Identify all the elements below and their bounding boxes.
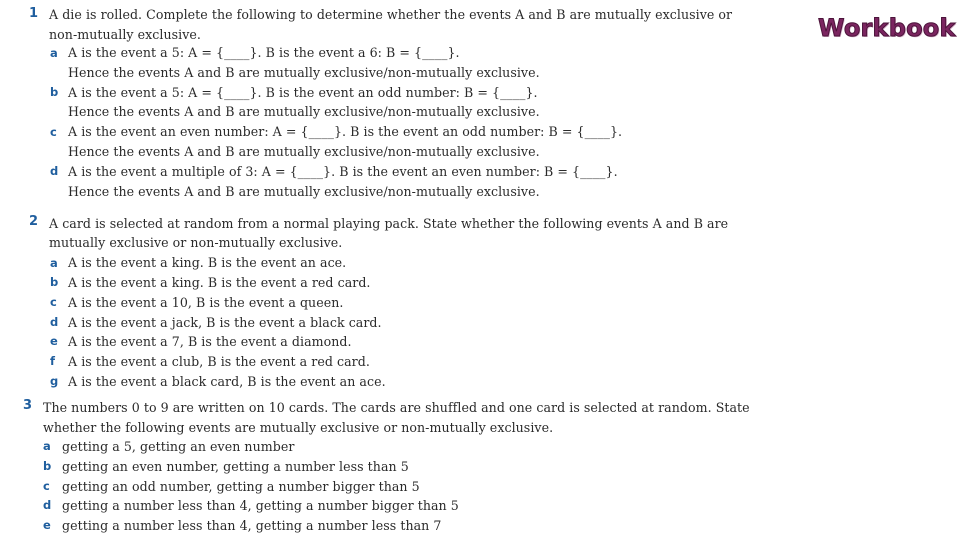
question-stem-line-1: A die is rolled. Complete the following to determine whether the events A and B are mutually exclusive or <box>49 7 733 22</box>
part-text: getting an even number, getting a number less than 5 <box>62 459 409 474</box>
question-number: 2 <box>29 214 39 229</box>
part-text: A is the event a jack, B is the event a black card. <box>68 315 382 330</box>
part-text-conclusion: Hence the events A and B are mutually exclusive/non-mutually exclusive. <box>68 65 540 80</box>
part-text: getting a number less than 4, getting a number less than 7 <box>62 518 442 533</box>
part-text: getting an odd number, getting a number bigger than 5 <box>62 479 420 494</box>
part-label-a: a <box>50 46 58 60</box>
part-text: A is the event a 7, B is the event a diamond. <box>68 334 352 349</box>
part-label-e: e <box>43 518 51 532</box>
part-text: A is the event a king. B is the event a red card. <box>68 275 371 290</box>
question-number: 1 <box>29 6 39 21</box>
part-text-conclusion: Hence the events A and B are mutually exclusive/non-mutually exclusive. <box>68 104 540 119</box>
question-stem-line-1: A card is selected at random from a normal playing pack. State whether the following events A and B are <box>49 216 729 231</box>
question-stem-line-1: The numbers 0 to 9 are written on 10 cards. The cards are shuffled and one card is selected at random. State <box>43 400 750 415</box>
question-stem-line-2: non-mutually exclusive. <box>49 27 201 42</box>
part-label-d: d <box>43 498 52 512</box>
question-number: 3 <box>23 398 33 413</box>
part-text: A is the event a club, B is the event a red card. <box>68 354 370 369</box>
part-label-g: g <box>50 374 59 388</box>
part-label-c: c <box>43 479 50 493</box>
part-label-b: b <box>50 275 59 289</box>
part-text: A is the event a 5: A = {____}. B is the event a 6: B = {____}. <box>68 45 460 60</box>
part-text: getting a 5, getting an even number <box>62 439 295 454</box>
part-text-conclusion: Hence the events A and B are mutually exclusive/non-mutually exclusive. <box>68 144 540 159</box>
part-text: getting a number less than 4, getting a number bigger than 5 <box>62 498 459 513</box>
part-text: A is the event an even number: A = {____}. B is the event an odd number: B = {____}. <box>68 124 623 139</box>
part-label-c: c <box>50 295 57 309</box>
part-label-d: d <box>50 315 59 329</box>
part-text: A is the event a 10, B is the event a queen. <box>68 295 344 310</box>
question-stem-line-2: whether the following events are mutually exclusive or non-mutually exclusive. <box>43 420 554 435</box>
part-text-conclusion: Hence the events A and B are mutually exclusive/non-mutually exclusive. <box>68 184 540 199</box>
part-label-d: d <box>50 164 59 178</box>
part-label-f: f <box>50 354 56 368</box>
part-text: A is the event a black card, B is the event an ace. <box>68 374 386 389</box>
workbook-badge: Workbook <box>818 14 956 42</box>
part-text: A is the event a 5: A = {____}. B is the event an odd number: B = {____}. <box>68 85 538 100</box>
part-label-c: c <box>50 125 57 139</box>
part-text: A is the event a multiple of 3: A = {____}. B is the event an even number: B = {____}. <box>68 164 618 179</box>
part-label-a: a <box>50 256 58 270</box>
part-label-a: a <box>43 439 51 453</box>
question-stem-line-2: mutually exclusive or non-mutually exclusive. <box>49 235 343 250</box>
part-text: A is the event a king. B is the event an ace. <box>68 255 347 270</box>
part-label-e: e <box>50 334 58 348</box>
part-label-b: b <box>43 459 52 473</box>
part-label-b: b <box>50 85 59 99</box>
